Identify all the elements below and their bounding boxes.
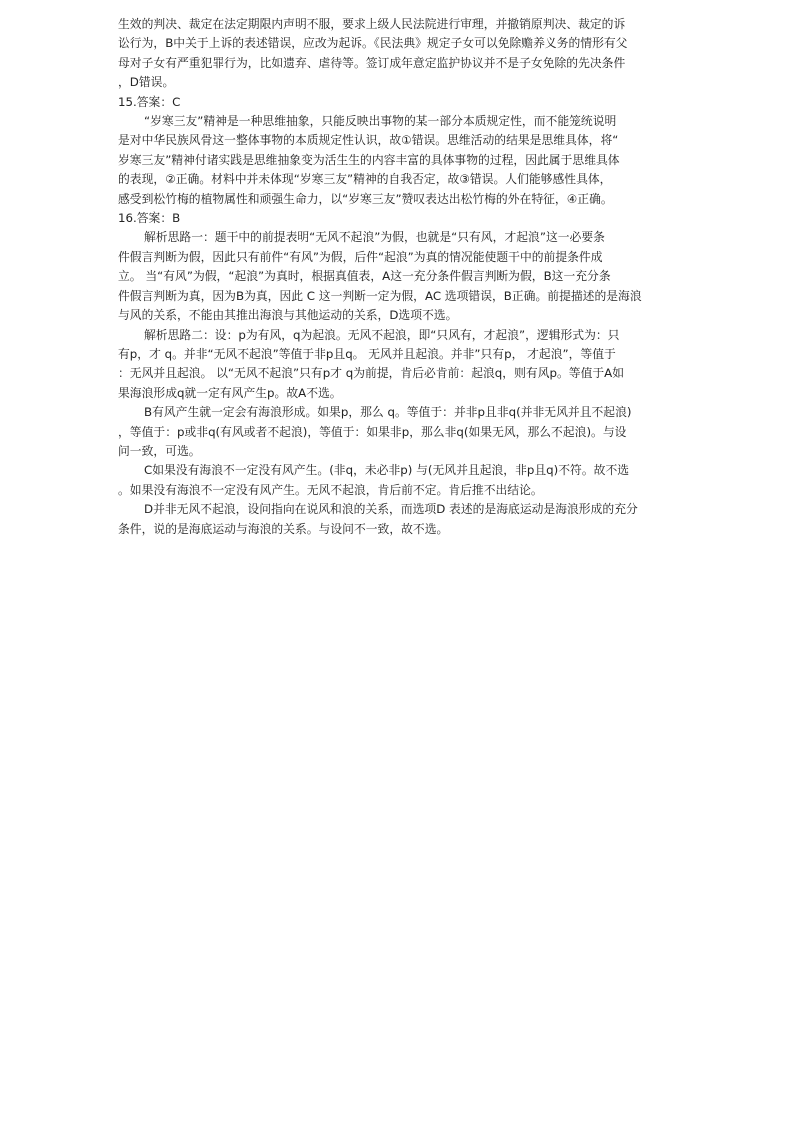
text-line: 的表现，②正确。材料中并未体现“岁寒三友”精神的自我否定，故③错误。人们能够感性具体， — [118, 172, 612, 187]
text-line: ，等值于：p或非q(有风或者不起浪)，等值于：如果非p，那么非q(如果无风，那么不起浪)。与设 — [118, 424, 627, 439]
text-line: 与风的关系，不能由其推出海浪与其他运动的关系，D选项不选。 — [118, 308, 458, 323]
text-line: 解析思路一：题干中的前提表明“无风不起浪”为假，也就是“只有风，才起浪”这一必要条 — [144, 230, 605, 245]
text-line: “岁寒三友”精神是一种思维抽象，只能反映出事物的某一部分本质规定性，而不能笼统说明 — [144, 114, 617, 129]
text-line: 条件，说的是海底运动与海浪的关系。与设问不一致，故不选。 — [118, 521, 449, 536]
text-line: 问一致，可选。 — [118, 443, 201, 458]
q14-explanation-tail — [118, 15, 678, 93]
text-line: ，D错误。 — [118, 75, 175, 90]
text-line: 果海浪形成q就一定有风产生p。故A不选。 — [118, 385, 342, 400]
text-line: 讼行为，B中关于上诉的表述错误，应改为起诉。《民法典》规定子女可以免除赡养义务的情形有父 — [118, 36, 628, 51]
text-line: 生效的判决、裁定在法定期限内声明不服，要求上级人民法院进行审理，并撤销原判决、裁定的诉 — [118, 17, 626, 31]
text-line: D并非无风不起浪，设问指向在说风和浪的关系，而选项D 表述的是海底运动是海浪形成的充分 — [144, 502, 638, 517]
q16-option-b-analysis — [118, 403, 678, 461]
q16-option-c-analysis — [118, 461, 678, 500]
document-page — [118, 15, 678, 539]
text-line: 解析思路二：设：p为有风，q为起浪。无风不起浪，即“只风有，才起浪”，逻辑形式为：只 — [144, 327, 620, 342]
text-line: C如果没有海浪不一定没有风产生。(非q，未必非p) 与(无风并且起浪，非p且q)不符。故不选 — [144, 463, 630, 478]
text-line: 岁寒三友”精神付诸实践是思维抽象变为活生生的内容丰富的具体事物的过程，因此属于思维具体 — [118, 152, 620, 167]
text-line: 是对中华民族风骨这一整体事物的本质规定性认识，故①错误。思维活动的结果是思维具体，将“ — [118, 133, 619, 148]
text-line: ：无风并且起浪。 以“无风不起浪”只有p才 q为前提，肯后必肯前：起浪q，则有风p。等值于A如 — [118, 366, 625, 381]
q16-solution-approach-1 — [118, 228, 678, 325]
q16-option-d-analysis — [118, 500, 678, 539]
text-line: 件假言判断为真，因为B为真，因此 C 这一判断一定为假，AC 选项错误，B正确。前提描述的是海浪 — [118, 288, 642, 303]
text-line: 有p，才 q。并非“无风不起浪”等值于非p且q。 无风并且起浪。并非”只有p， 才起浪”，等值于 — [118, 346, 616, 361]
q15-answer-heading: 15.答案：C — [118, 94, 181, 109]
text-line: B有风产生就一定会有海浪形成。如果p，那么 q。等值于：并非p且非q(并非无风并且不起浪) — [144, 405, 632, 420]
text-line: 母对子女有严重犯罪行为，比如遗弃、虐待等。签订成年意定监护协议并不是子女免除的先决条件 — [118, 55, 626, 70]
q16-answer-heading: 16.答案：B — [118, 211, 181, 226]
q16-solution-approach-2 — [118, 326, 678, 404]
text-line: 感受到松竹梅的植物属性和顽强生命力，以“岁寒三友”赞叹表达出松竹梅的外在特征，④正确。 — [118, 191, 613, 206]
q15-explanation — [118, 112, 678, 209]
text-line: 。如果没有海浪不一定没有风产生。无风不起浪，肯后前不定。肯后推不出结论。 — [118, 482, 543, 497]
text-line: 立。 当“有风”为假，“起浪”为真时，根据真值表，A这一充分条件假言判断为假，B这一充分条 — [118, 269, 611, 284]
text-line: 件假言判断为假，因此只有前件“有风”为假，后件“起浪”为真的情况能使题干中的前提条件成 — [118, 249, 603, 264]
